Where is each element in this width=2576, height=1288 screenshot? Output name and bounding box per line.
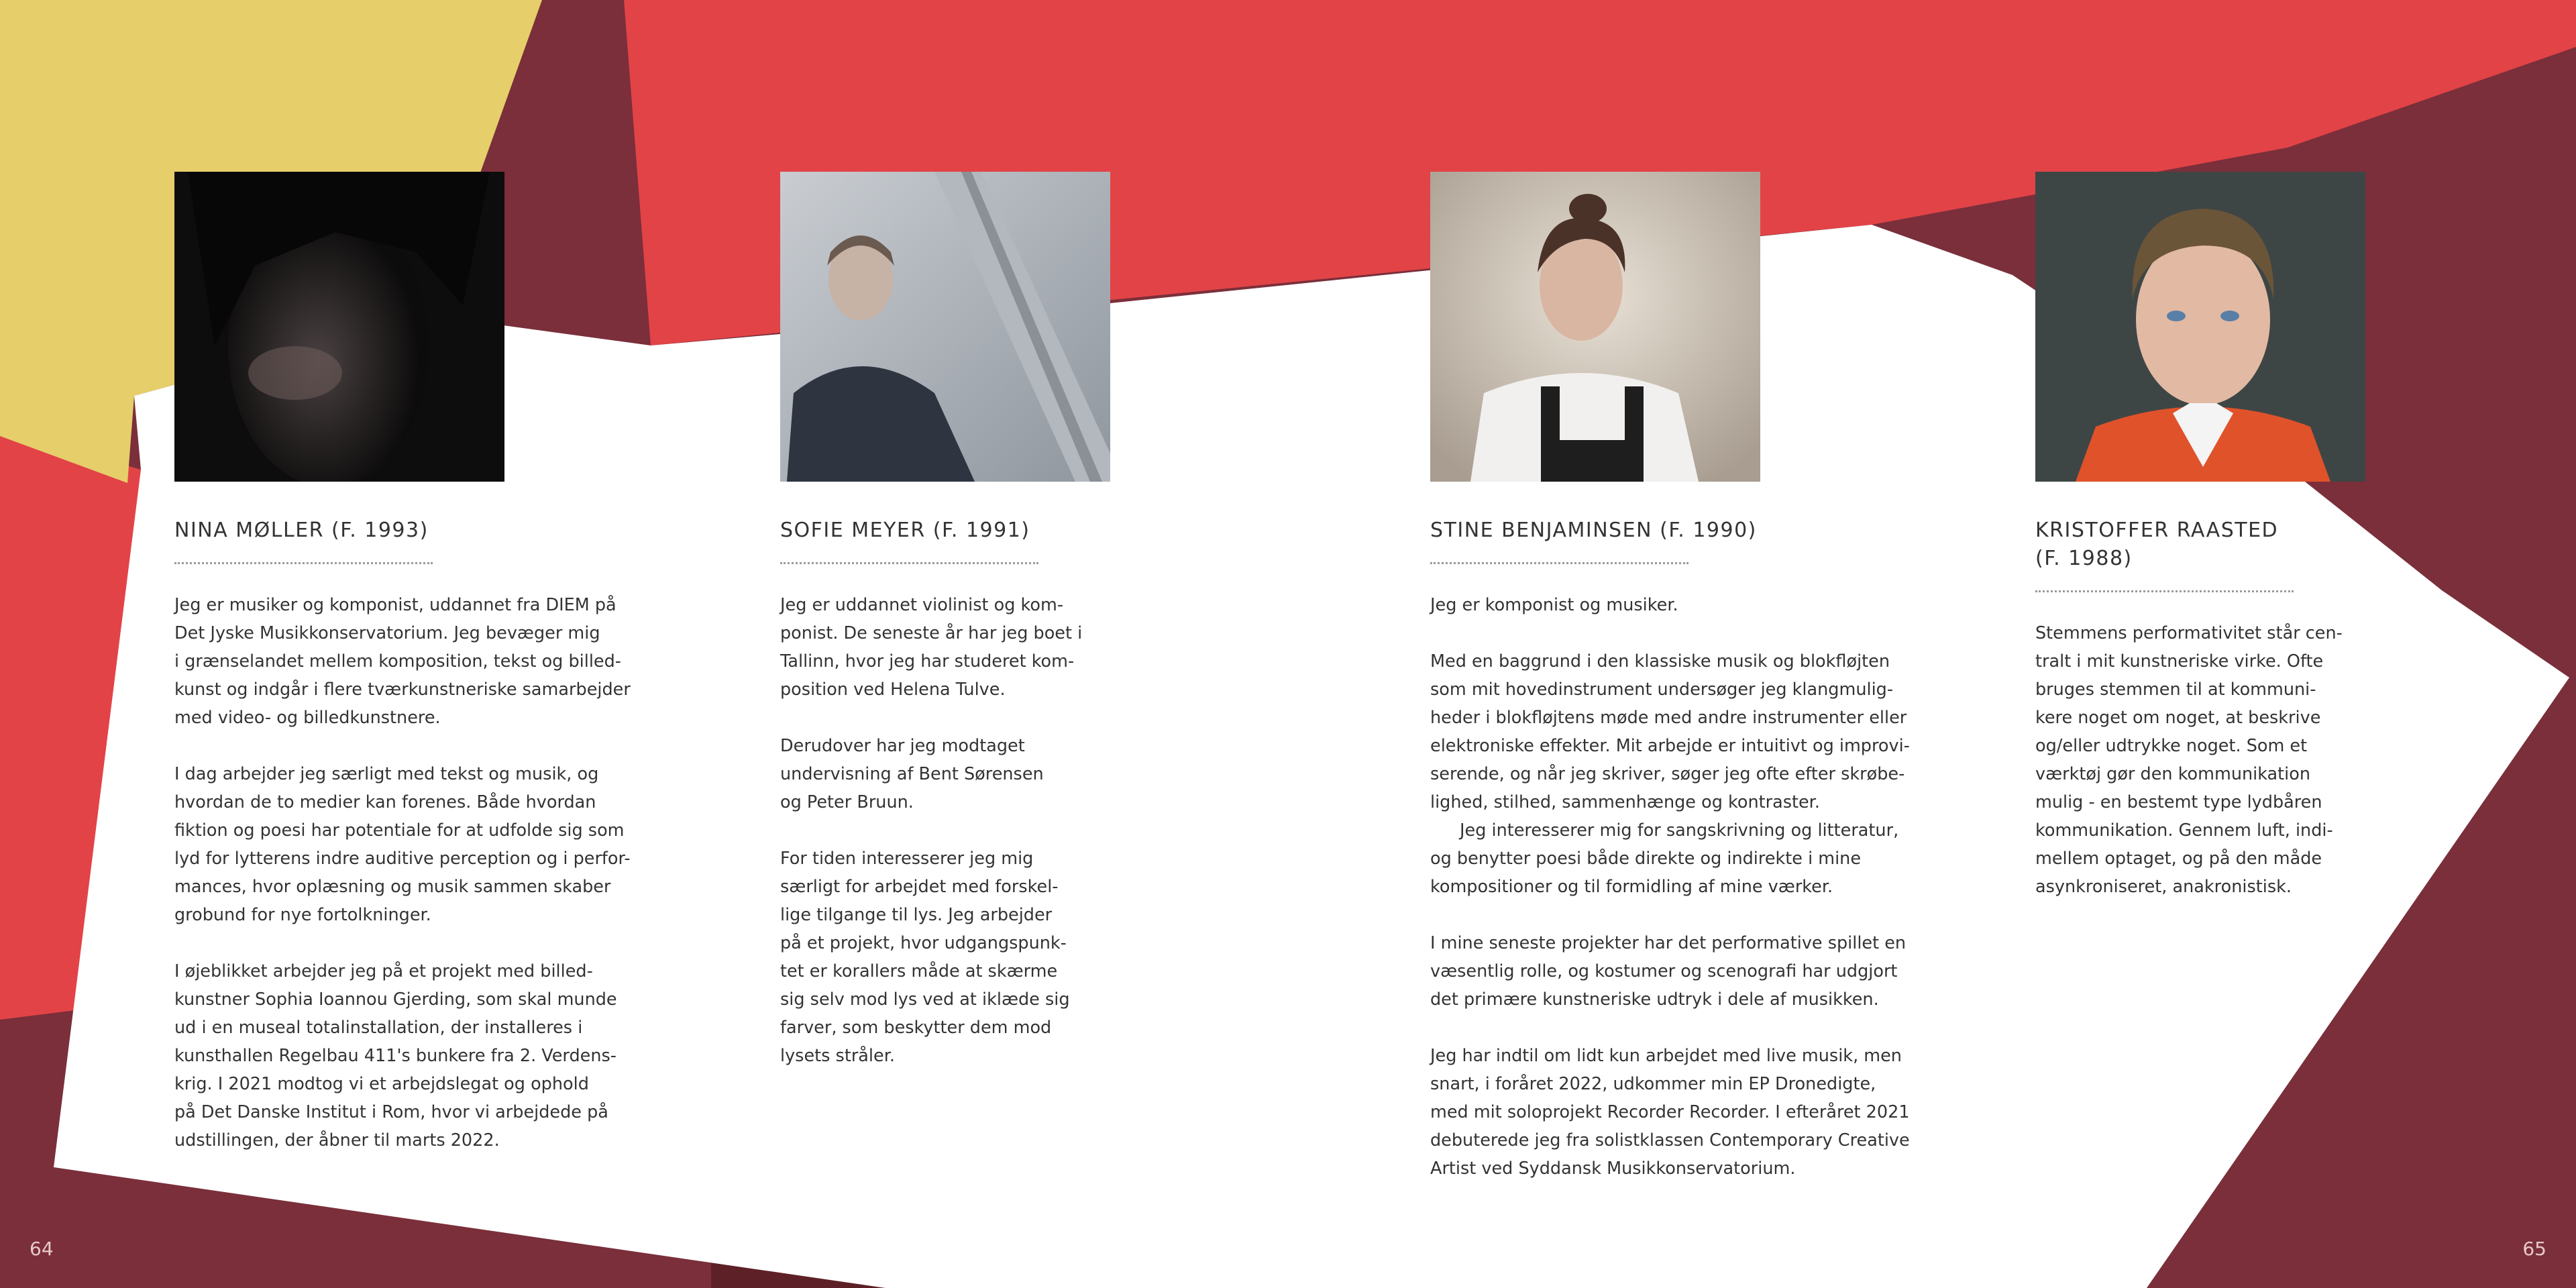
portrait-photo-nina	[174, 172, 504, 482]
artist-bio	[780, 591, 1290, 1070]
artist-bio	[2035, 619, 2411, 901]
bio-paragraph: Jeg er uddannet violinist og kom- ponist. De seneste år har jeg boet i Tallinn, hvor jeg har studeret kom- position ved Helena Tulve.	[780, 595, 1083, 700]
portrait-photo-kristoffer	[2035, 172, 2365, 482]
artist-bio	[174, 591, 684, 1155]
artist-profile-nina	[174, 172, 684, 1183]
artist-profile-stine	[1430, 172, 1940, 1211]
divider	[780, 562, 1038, 564]
portrait-photo	[174, 172, 504, 482]
portrait-photo	[1430, 172, 1760, 482]
artist-name: SOFIE MEYER (F. 1991)	[780, 519, 1030, 542]
bio-paragraph: For tiden interesserer jeg mig særligt for arbejdet med forskel- lige tilgange til lys. Jeg arbejder på et projekt, hvor udgangspunk- tet er korallers måde at skærme sig selv mod lys ved at iklæde sig farver, som beskytter dem mod lysets stråler.	[780, 849, 1070, 1066]
portrait-photo-stine	[1430, 172, 1760, 482]
artist-bio	[1430, 591, 1940, 1183]
page-number-left: 64	[30, 1238, 54, 1260]
bio-paragraph: Derudover har jeg modtaget undervisning af Bent Sørensen og Peter Bruun.	[780, 736, 1044, 812]
artist-name: KRISTOFFER RAASTED (F. 1988)	[2035, 519, 2279, 570]
bio-paragraph: I øjeblikket arbejder jeg på et projekt med billed- kunstner Sophia Ioannou Gjerding, som skal munde ud i en museal totalinstallation, der installeres i kunsthallen Regelbau 411's bunkere fra 2. Verdens- krig. I 2021 modtog vi et arbejdslegat og ophold på Det Danske Institut i Rom, hvor vi arbejdede på udstillingen, der åbner til marts 2022.	[174, 961, 617, 1150]
bio-paragraph: Jeg er musiker og komponist, uddannet fra DIEM på Det Jyske Musikkonservatorium. Jeg bevæger mig i grænselandet mellem komposition, tekst og billed- kunst og indgår i flere tværkunstneriske samarbejder med video- og billedkunstnere.	[174, 595, 631, 728]
bio-paragraph: Jeg har indtil om lidt kun arbejdet med live musik, men snart, i foråret 2022, udkommer min EP Dronedigte, med mit soloprojekt Recorder Recorder. I efteråret 2021 debuterede jeg fra solistklassen Contemporary Creative Artist ved Syddansk Musikkonservatorium.	[1430, 1046, 1910, 1179]
bio-paragraph: Jeg interesserer mig for sangskrivning og litteratur, og benytter poesi både direkte og indirekte i mine kompositioner og til formidling af mine værker.	[1430, 820, 1899, 897]
portrait-photo-sofie	[780, 172, 1110, 482]
divider	[174, 562, 433, 564]
portrait-photo	[780, 172, 1110, 482]
page-number-right: 65	[2522, 1238, 2546, 1260]
bio-paragraph: I mine seneste projekter har det performative spillet en væsentlig rolle, og kostumer og scenografi har udgjort det primære kunstneriske udtryk i dele af musikken.	[1430, 933, 1907, 1010]
artist-name: NINA MØLLER (F. 1993)	[174, 519, 429, 542]
divider	[2035, 590, 2294, 592]
divider	[1430, 562, 1688, 564]
bio-paragraph: Med en baggrund i den klassiske musik og blokfløjten som mit hovedinstrument undersøger jeg klangmulig- heder i blokfløjtens møde med andre instrumenter eller elektroniske effekter. Mit arbejde er intuitivt og improvi- serende, og når jeg skriver, søger jeg ofte efter skrøbe- lighed, stilhed, sammenhænge og kontraster.	[1430, 651, 1910, 812]
artist-profile-kristoffer	[2035, 172, 2411, 929]
bio-paragraph: Jeg er komponist og musiker.	[1430, 595, 1678, 615]
bio-paragraph: Stemmens performativitet står cen- tralt i mit kunstneriske virke. Ofte bruges stemmen til at kommuni- kere noget om noget, at beskrive og/eller udtrykke noget. Som et værktøj gør den kommunikation mulig - en bestemt type lydbåren kommunikation. Gennem luft, indi- mellem optaget, og på den måde asynkroniseret, anakronistisk.	[2035, 623, 2343, 897]
portrait-photo	[2035, 172, 2365, 482]
artist-name: STINE BENJAMINSEN (F. 1990)	[1430, 519, 1757, 542]
artist-profile-sofie	[780, 172, 1290, 1098]
bio-paragraph: I dag arbejder jeg særligt med tekst og musik, og hvordan de to medier kan forenes. Både hvordan fiktion og poesi har potentiale for at udfolde sig som lyd for lytterens indre auditive perception og i perfor- mances, hvor oplæsning og musik sammen skaber grobund for nye fortolkninger.	[174, 764, 631, 925]
